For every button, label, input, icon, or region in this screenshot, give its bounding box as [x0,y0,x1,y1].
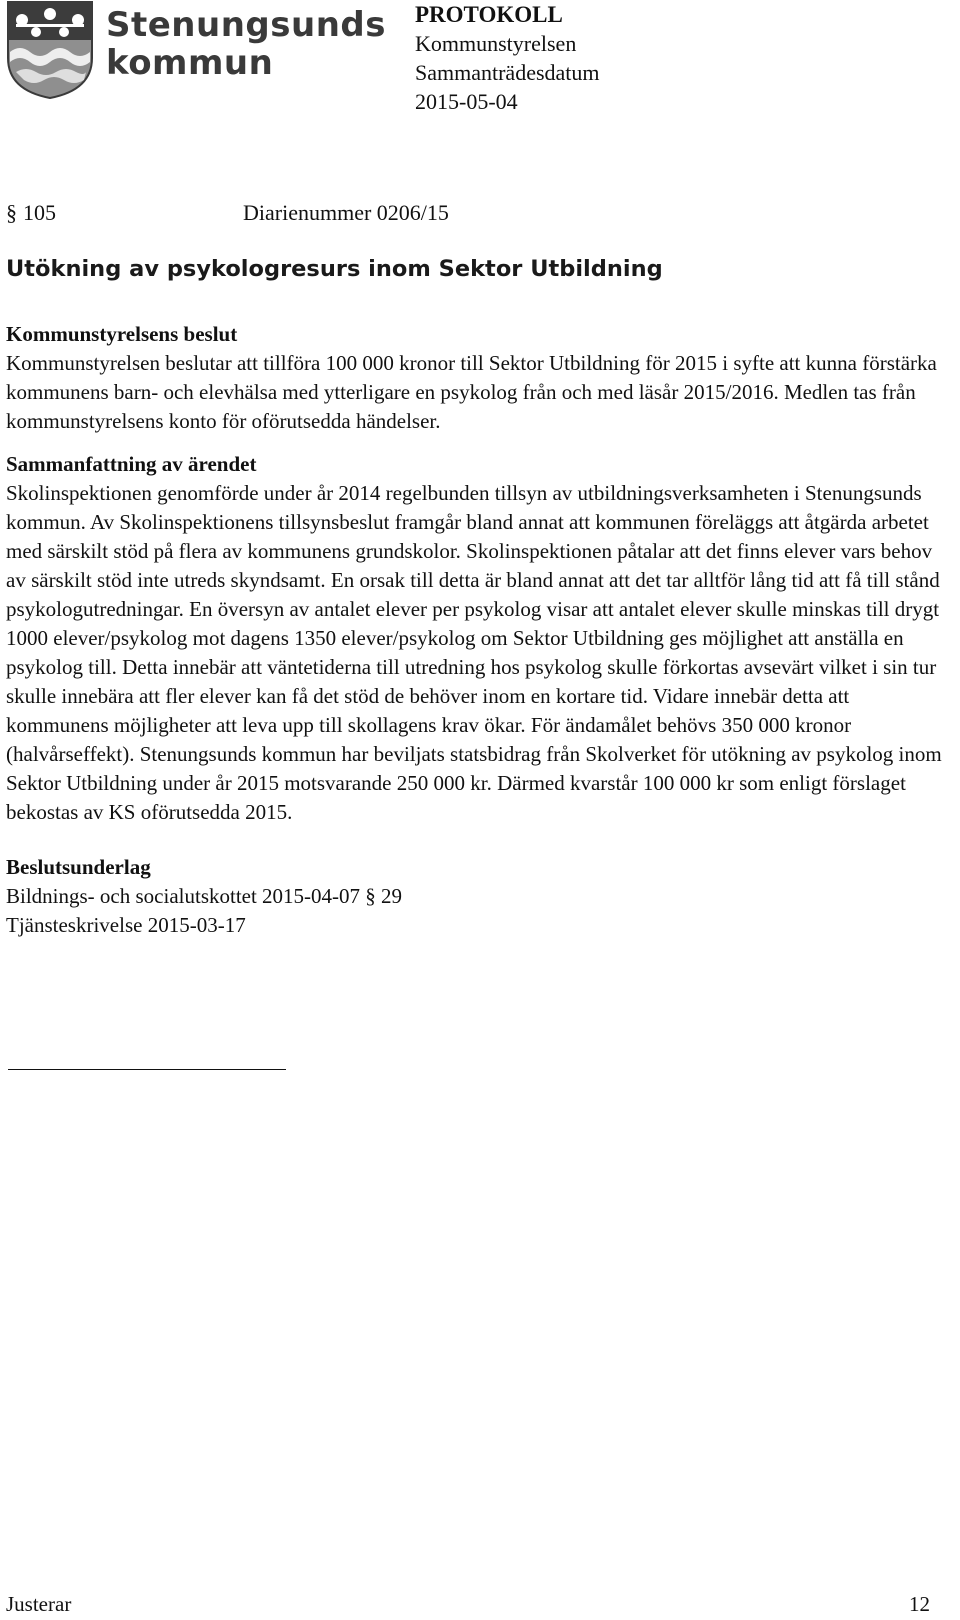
section-line [6,200,449,226]
logo-line-2: kommun [106,43,274,83]
protocol-header [415,0,600,116]
document-type: PROTOKOLL [415,2,563,27]
section-number: 105 [23,200,56,225]
decision-text: Kommunstyrelsen beslutar att tillföra 100 000 kronor till Sektor Utbildning för 2015 i syfte att kunna förstärka kommunens barn- och elevhälsa med ytterligare en psykolog från och med läsår 2015/2016. Medlen tas från kommunstyrelsens konto för oförutsedda händelser. [6,351,937,433]
summary-heading: Sammanfattning av ärendet [6,452,257,476]
protocol-body [6,320,956,940]
footer-justerar: Justerar [6,1592,72,1616]
separator-line [8,1069,286,1070]
summary-text: Skolinspektionen genomförde under år 2014 regelbunden tillsyn av utbildningsverksamheten i Stenungsunds kommun. Av Skolinspektionens tillsynsbeslut framgår bland annat att kommunen föreläggs att åtgärda arbetet med särskilt stöd på flera av kommunens grundskolor. Skolinspektionen påtalar att det finns elever vars behov av särskilt stöd inte utreds skyndsamt. En orsak till detta är bland annat att det tar alltför lång tid att få till stånd psykologutredningar. En översyn av antalet elever per psykolog visar att antalet elever skulle minskas till drygt 1000 elever/psykolog mot dagens 1350 elever/psykolog om Sektor Utbildning ges möjlighet att anställa en psykolog till. Detta innebär att väntetiderna till utredning hos psykolog skulle förkortas avsevärt vilket i sin tur skulle innebära att fler elever kan få det stöd de behöver inom en kortare tid. Vidare innebär detta att kommunens möjligheter att leva upp till skollagens krav ökar. För ändamålet behövs 350 000 kronor (halvårseffekt). Stenungsunds kommun har beviljats statsbidrag från Skolverket för utökning av psykolog inom Sektor Utbildning under år 2015 motsvarande 250 000 kr. Därmed kvarstår 100 000 kr som enligt förslaget bekostas av KS oförutsedda 2015. [6,481,942,824]
committee-name: Kommunstyrelsen [415,31,577,56]
section-symbol: § [6,200,17,225]
coat-of-arms-icon [6,0,98,100]
logo-line-1: Stenungsunds [106,5,386,45]
diary-number: Diarienummer 0206/15 [243,200,449,225]
decision-heading: Kommunstyrelsens beslut [6,322,238,346]
basis-item: Tjänsteskrivelse 2015-03-17 [6,913,246,937]
basis-heading: Beslutsunderlag [6,855,151,879]
meeting-date: 2015-05-04 [415,89,518,114]
page-title: Utökning av psykologresurs inom Sektor Utbildning [6,256,663,282]
basis-item: Bildnings- och socialutskottet 2015-04-07 § 29 [6,884,403,908]
meeting-date-label: Sammanträdesdatum [415,60,600,85]
municipality-logo [6,0,386,100]
page-number: 12 [909,1592,930,1616]
